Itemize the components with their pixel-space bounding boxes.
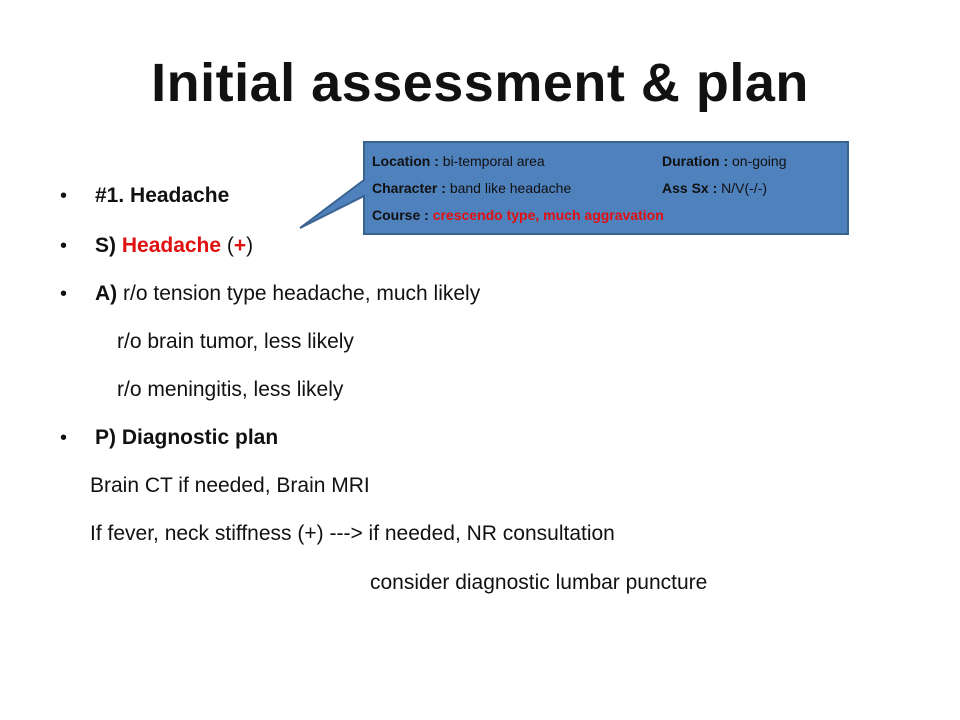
location-value: bi-temporal area xyxy=(442,153,545,169)
s-paren-close: ) xyxy=(246,234,254,257)
duration-label: Duration : xyxy=(662,153,729,169)
callout-row-location xyxy=(372,154,545,168)
asssx-value: N/V(-/-) xyxy=(721,180,768,196)
a-item1: r/o tension type headache, much likely xyxy=(123,282,481,305)
a-item3: r/o meningitis, less likely xyxy=(117,378,344,401)
bullet-dot: • xyxy=(60,185,68,207)
character-value: band like headache xyxy=(449,180,572,196)
callout-row-course xyxy=(372,208,664,222)
bullet-assessment xyxy=(95,283,480,304)
callout-row-character xyxy=(372,181,571,195)
s-headache: Headache xyxy=(121,234,222,257)
bullet-subjective xyxy=(95,235,253,256)
bullet-plan: P) Diagnostic plan xyxy=(95,426,279,449)
s-paren-open: ( xyxy=(226,234,234,257)
p-item3: consider diagnostic lumbar puncture xyxy=(370,571,708,594)
bullet-headache-number: #1. Headache xyxy=(95,184,230,207)
callout-row-duration xyxy=(662,154,787,168)
a-item2: r/o brain tumor, less likely xyxy=(117,330,354,353)
character-label: Character : xyxy=(372,180,446,196)
course-label: Course : xyxy=(372,207,429,223)
s-plus: + xyxy=(233,234,247,257)
location-label: Location : xyxy=(372,153,439,169)
duration-value: on-going xyxy=(732,153,787,169)
p-item2: If fever, neck stiffness (+) ---> if needed, NR consultation xyxy=(90,522,615,545)
a-label: A) xyxy=(95,282,118,305)
slide-title: Initial assessment & plan xyxy=(151,53,809,113)
asssx-label: Ass Sx : xyxy=(662,180,718,196)
course-value: crescendo type, much aggravation xyxy=(432,207,664,223)
callout-row-asssx xyxy=(662,181,767,195)
s-label: S) xyxy=(95,234,116,257)
bullet-dot: • xyxy=(60,235,68,257)
bullet-dot: • xyxy=(60,427,68,449)
bullet-dot: • xyxy=(60,283,68,305)
p-item1: Brain CT if needed, Brain MRI xyxy=(90,474,370,497)
